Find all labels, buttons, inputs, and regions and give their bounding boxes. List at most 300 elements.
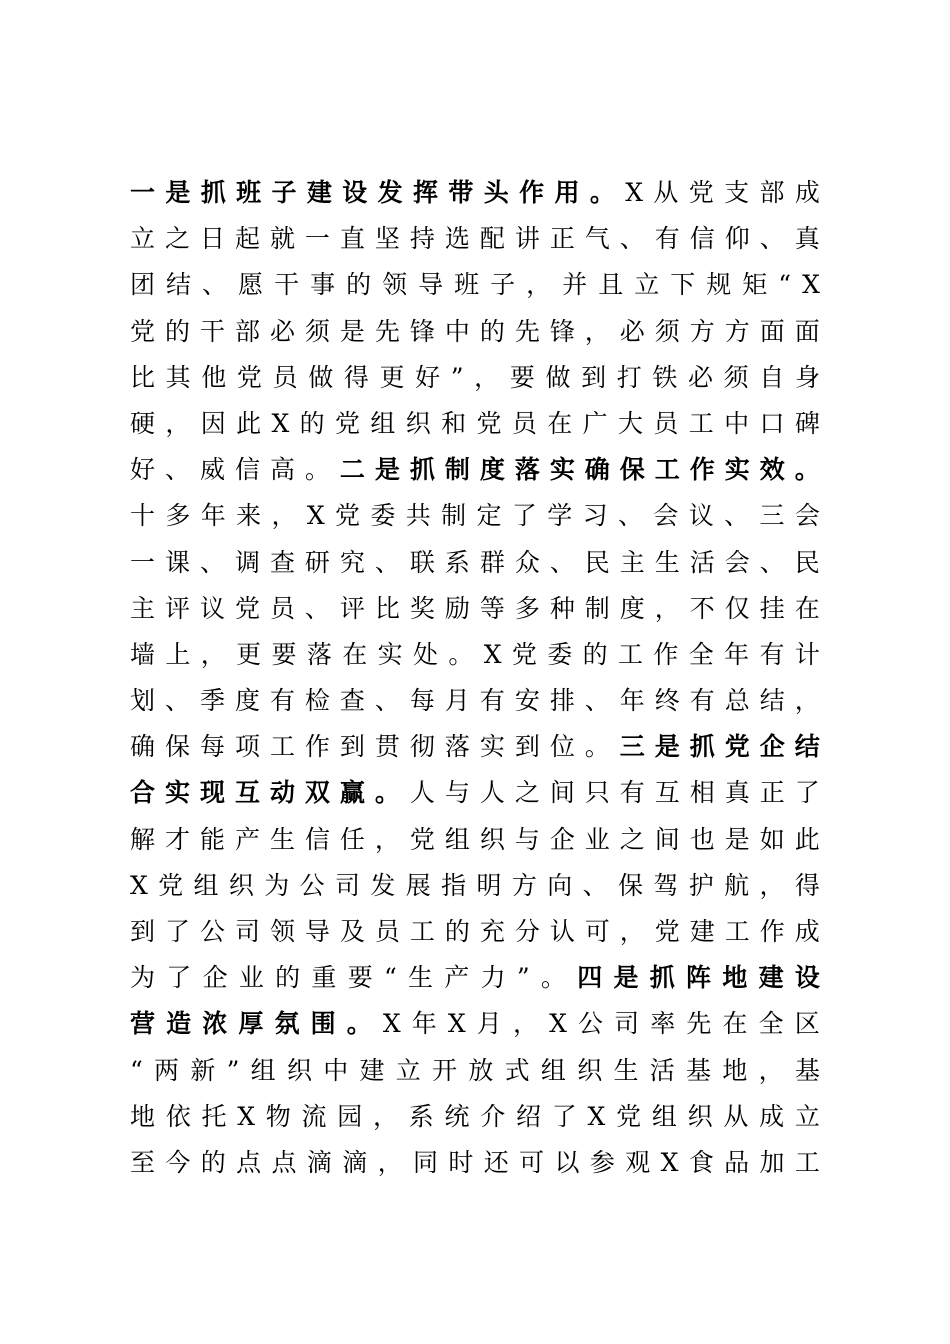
text-char: 硬 (130, 408, 156, 438)
text-char: ， (759, 870, 785, 900)
text-char: 互 (654, 778, 680, 808)
text-char: 托 (201, 1101, 227, 1131)
text-char: 式 (504, 1055, 530, 1085)
text-char: 到 (514, 732, 540, 762)
text-char: 食 (688, 1147, 714, 1177)
bold-char: 用 (554, 178, 580, 207)
text-char: 党 (335, 408, 361, 438)
bold-char: 一 (130, 178, 156, 207)
bold-char: 氛 (274, 1009, 300, 1039)
text-char: 直 (339, 224, 365, 254)
text-char: 新 (190, 1055, 216, 1085)
text-char: 组 (540, 1055, 566, 1085)
text-char: 作 (304, 732, 330, 762)
text-char: 组 (444, 824, 470, 854)
text-char: 、 (164, 455, 190, 485)
text-char: 与 (444, 778, 470, 808)
text-char: 到 (339, 732, 365, 762)
body-paragraph (130, 170, 820, 1186)
text-char: X (306, 501, 325, 531)
text-char: 每 (409, 686, 435, 716)
text-char: 力 (480, 963, 506, 993)
text-line (130, 540, 820, 586)
text-char: 滴 (342, 1147, 368, 1177)
text-char: 有 (479, 686, 505, 716)
text-char: 园 (337, 1101, 363, 1131)
text-char: 与 (514, 824, 540, 854)
text-char: 有 (689, 686, 715, 716)
text-char: 公 (299, 870, 325, 900)
text-char: 气 (584, 224, 610, 254)
text-char: 、 (759, 224, 785, 254)
bold-char: 现 (199, 778, 225, 808)
text-char: 之 (164, 224, 190, 254)
text-char: 落 (444, 732, 470, 762)
text-char: 还 (483, 1147, 509, 1177)
text-char: 织 (577, 1055, 603, 1085)
text-char: 立 (395, 1055, 421, 1085)
text-char: 、 (202, 270, 228, 300)
text-char: 高 (269, 455, 295, 485)
text-char: 的 (444, 917, 470, 946)
text-char: 两 (154, 1055, 180, 1085)
text-char: X (483, 639, 502, 669)
text-char: ， (654, 593, 680, 623)
text-char: 支 (724, 178, 750, 207)
text-char: 会 (653, 501, 679, 531)
bold-char: 确 (584, 455, 610, 485)
text-char: 广 (582, 408, 608, 438)
text-char: ， (474, 362, 500, 392)
text-char: 指 (441, 870, 467, 900)
text-char: ， (512, 1009, 538, 1039)
text-char: 党 (688, 178, 714, 207)
text-char: 要 (347, 963, 373, 993)
text-char: 的 (200, 1147, 226, 1177)
text-char: 多 (165, 501, 191, 531)
text-char: 多 (514, 593, 540, 623)
bold-char: 动 (269, 778, 295, 808)
text-char: 产 (234, 824, 260, 854)
text-char: 结 (166, 270, 192, 300)
text-char: 、 (724, 501, 750, 531)
text-char: 仰 (724, 224, 750, 254)
text-char: 先 (374, 316, 400, 346)
bold-char: 地 (722, 963, 748, 993)
bold-char: 班 (236, 178, 262, 207)
text-char: 此 (794, 824, 820, 854)
text-char: 织 (405, 408, 431, 438)
text-char: 比 (130, 362, 156, 392)
text-char: “ (130, 1055, 143, 1085)
text-char: 大 (618, 408, 644, 438)
bold-char: 落 (514, 455, 540, 485)
text-char: 会 (794, 501, 820, 531)
text-char: 建 (689, 917, 715, 946)
text-char: 地 (130, 1101, 156, 1131)
text-char: 党 (616, 1101, 642, 1131)
text-char: 作 (653, 639, 679, 669)
text-line (130, 770, 820, 816)
text-char: 处 (413, 639, 439, 669)
text-char: 中 (323, 1055, 349, 1085)
bold-char: 。 (346, 1009, 372, 1039)
bold-char: 抓 (409, 455, 435, 485)
text-line (130, 262, 820, 308)
text-char: 更 (379, 362, 405, 392)
bold-char: 。 (794, 455, 820, 485)
text-char: 的 (164, 316, 190, 346)
bold-char: 效 (759, 455, 785, 485)
text-char: 、 (374, 686, 400, 716)
text-char: 并 (562, 270, 588, 300)
text-char: 企 (549, 824, 575, 854)
text-line (130, 309, 820, 355)
text-char: X (130, 870, 148, 900)
bold-char: 互 (234, 778, 260, 808)
text-char: 方 (511, 870, 537, 900)
text-char: 比 (374, 593, 400, 623)
text-char: 必 (269, 316, 295, 346)
text-char: 在 (794, 593, 820, 623)
text-char: 事 (310, 270, 336, 300)
text-char: 检 (304, 686, 330, 716)
text-char: 认 (549, 917, 575, 946)
text-char: 点 (236, 1147, 262, 1177)
bold-char: 设 (342, 178, 368, 207)
text-char: ， (374, 824, 400, 854)
text-char: 年 (619, 686, 645, 716)
bold-char: 二 (339, 455, 365, 485)
text-char: 一 (304, 224, 330, 254)
bold-char: 作 (689, 455, 715, 485)
text-char: 、 (759, 547, 785, 577)
text-char: 明 (476, 870, 502, 900)
bold-char: 三 (619, 732, 645, 762)
text-char: “ (778, 270, 792, 300)
text-char: 民 (794, 547, 820, 577)
text-char: 领 (382, 270, 408, 300)
bold-char: 保 (619, 455, 645, 485)
text-char: 得 (343, 362, 369, 392)
text-char: 党 (335, 501, 361, 531)
text-char: 群 (479, 547, 505, 577)
text-char: 活 (689, 547, 715, 577)
text-char: 产 (444, 963, 470, 993)
text-char: 成 (794, 917, 820, 946)
text-char: 的 (582, 639, 608, 669)
text-line (130, 955, 820, 1001)
text-char: 、 (619, 224, 645, 254)
text-char: 有 (619, 778, 645, 808)
text-char: 信 (234, 455, 260, 485)
text-char: 日 (199, 224, 225, 254)
text-char: 主 (619, 547, 645, 577)
text-char: ， (584, 316, 610, 346)
text-char: 系 (444, 547, 470, 577)
text-char: 坚 (374, 224, 400, 254)
text-char: ， (794, 686, 820, 716)
text-char: 三 (759, 501, 785, 531)
text-char: 保 (164, 732, 190, 762)
text-char: 铁 (652, 362, 678, 392)
text-char: 实 (377, 639, 403, 669)
text-char: 立 (634, 270, 660, 300)
text-char: 观 (625, 1147, 651, 1177)
bold-char: 阵 (686, 963, 712, 993)
text-char: ， (526, 270, 552, 300)
text-char: 须 (654, 316, 680, 346)
text-char: 才 (164, 824, 190, 854)
text-char: ， (200, 639, 226, 669)
text-char: 有 (759, 639, 785, 669)
text-char: 了 (511, 501, 537, 531)
text-char: X (660, 1147, 679, 1177)
text-char: 碑 (794, 408, 820, 438)
bold-char: 赢 (339, 778, 365, 808)
text-char: 的 (346, 270, 372, 300)
text-char: 了 (164, 917, 190, 946)
text-char: 彻 (409, 732, 435, 762)
text-line (130, 447, 820, 493)
text-char: 习 (582, 501, 608, 531)
text-char: 民 (584, 547, 610, 577)
text-char: 公 (199, 917, 225, 946)
text-char: 生 (654, 547, 680, 577)
bold-char: 围 (310, 1009, 336, 1039)
text-char: 规 (706, 270, 732, 300)
text-char: 方 (689, 316, 715, 346)
text-char: 了 (166, 963, 192, 993)
text-char: 学 (547, 501, 573, 531)
text-char: 只 (584, 778, 610, 808)
text-char: 为 (130, 963, 156, 993)
text-char: 中 (444, 316, 470, 346)
text-char: 党 (654, 917, 680, 946)
text-char: 发 (370, 870, 396, 900)
text-char: 织 (228, 870, 254, 900)
text-char: 的 (479, 316, 505, 346)
text-char: 向 (547, 870, 573, 900)
bold-char: 是 (374, 455, 400, 485)
text-line (130, 1001, 820, 1047)
text-char: 制 (584, 593, 610, 623)
text-char: 滴 (306, 1147, 332, 1177)
text-char: 组 (250, 1055, 276, 1085)
text-char: 项 (234, 732, 260, 762)
text-char: 季 (199, 686, 225, 716)
text-char: 作 (759, 917, 785, 946)
text-char: ， (373, 1101, 399, 1131)
bold-char: 头 (483, 178, 509, 207)
text-char: 织 (479, 824, 505, 854)
text-char: 区 (794, 1009, 820, 1039)
text-char: 时 (448, 1147, 474, 1177)
text-char: 划 (130, 686, 156, 716)
bold-char: 党 (724, 732, 750, 762)
text-char: 联 (409, 547, 435, 577)
text-char: 会 (724, 547, 750, 577)
text-char: 挂 (759, 593, 785, 623)
text-char: 。 (540, 963, 566, 993)
bold-char: 作 (519, 178, 545, 207)
text-char: 工 (794, 1147, 820, 1177)
text-char: 驾 (653, 870, 679, 900)
text-char: 、 (618, 501, 644, 531)
text-char: 从 (653, 178, 679, 207)
text-char: 计 (794, 639, 820, 669)
text-char: 间 (549, 778, 575, 808)
text-char: 好 (130, 455, 156, 485)
text-char: 全 (758, 1009, 784, 1039)
text-char: 下 (670, 270, 696, 300)
text-char: ” (516, 963, 530, 993)
text-char: 组 (193, 870, 219, 900)
bold-char: 发 (377, 178, 403, 207)
text-char: 党 (234, 593, 260, 623)
text-char: 身 (794, 362, 820, 392)
text-char: 来 (236, 501, 262, 531)
text-char: 主 (130, 593, 156, 623)
text-char: 党 (476, 408, 502, 438)
text-char: 口 (759, 408, 785, 438)
text-char: 配 (479, 224, 505, 254)
text-char: 和 (441, 408, 467, 438)
text-char: 十 (130, 501, 156, 531)
text-char: 充 (479, 917, 505, 946)
text-char: 立 (794, 1101, 820, 1131)
text-char: X (587, 1101, 606, 1131)
text-char: 之 (514, 778, 540, 808)
text-line (130, 401, 820, 447)
text-char: 展 (405, 870, 431, 900)
text-char: 、 (304, 593, 330, 623)
text-char: 信 (304, 824, 330, 854)
text-char: 生 (408, 963, 434, 993)
text-char: 干 (274, 270, 300, 300)
bold-char: 抓 (689, 732, 715, 762)
text-char: 墙 (130, 639, 156, 669)
text-char: 组 (651, 1101, 677, 1131)
text-char: 地 (722, 1055, 748, 1085)
text-char: 、 (374, 547, 400, 577)
text-char: 面 (759, 316, 785, 346)
text-char: 选 (444, 224, 470, 254)
text-char: 品 (724, 1147, 750, 1177)
text-char: X (447, 1009, 466, 1039)
text-line (130, 1140, 820, 1186)
text-char: 领 (269, 917, 295, 946)
bold-char: 实 (164, 778, 190, 808)
text-char: 中 (724, 408, 750, 438)
bold-char: 是 (165, 178, 191, 207)
text-char: 基 (794, 1055, 820, 1085)
text-char: 课 (164, 547, 190, 577)
text-line (130, 632, 820, 678)
text-char: “ (383, 963, 397, 993)
text-line (130, 724, 820, 770)
text-line (130, 355, 820, 401)
text-char: 有 (654, 224, 680, 254)
bold-char: 抓 (200, 178, 226, 207)
text-char: 生 (269, 824, 295, 854)
text-char: 仅 (724, 593, 750, 623)
text-char: 组 (370, 408, 396, 438)
text-char: 能 (199, 824, 225, 854)
bold-char: 厚 (238, 1009, 264, 1039)
text-char: 成 (794, 178, 820, 207)
text-char: 先 (514, 316, 540, 346)
text-char: 他 (201, 362, 227, 392)
text-char: 不 (689, 593, 715, 623)
text-char: 度 (234, 686, 260, 716)
text-char: 结 (759, 686, 785, 716)
text-char: 班 (454, 270, 480, 300)
text-char: 工 (269, 732, 295, 762)
text-char: 人 (409, 778, 435, 808)
text-char: 员 (653, 408, 679, 438)
bold-char: 实 (549, 455, 575, 485)
text-char: 航 (724, 870, 750, 900)
text-line (130, 817, 820, 863)
text-char: 得 (794, 870, 820, 900)
text-char: 年 (200, 501, 226, 531)
text-char: 众 (514, 547, 540, 577)
text-char: 其 (165, 362, 191, 392)
bold-char: 结 (794, 732, 820, 762)
text-char: 以 (554, 1147, 580, 1177)
text-char: 司 (614, 1009, 640, 1039)
text-char: 正 (549, 224, 575, 254)
text-char: 真 (794, 224, 820, 254)
bold-char: 抓 (649, 963, 675, 993)
bold-char: 度 (479, 455, 505, 485)
text-char: 、 (549, 547, 575, 577)
text-char: 开 (432, 1055, 458, 1085)
text-char: 励 (444, 593, 470, 623)
text-char: 。 (584, 732, 610, 762)
text-char: 查 (339, 686, 365, 716)
text-char: 点 (271, 1147, 297, 1177)
text-char: 及 (339, 917, 365, 946)
text-char: 护 (688, 870, 714, 900)
text-char: 建 (359, 1055, 385, 1085)
text-char: 员 (511, 408, 537, 438)
text-char: 确 (130, 732, 156, 762)
text-char: 统 (444, 1101, 470, 1131)
text-char: 做 (545, 362, 571, 392)
text-char: 人 (479, 778, 505, 808)
text-char: 依 (165, 1101, 191, 1131)
text-char: 面 (794, 316, 820, 346)
bold-char: 双 (304, 778, 330, 808)
text-char: 锋 (549, 316, 575, 346)
text-char: 间 (654, 824, 680, 854)
text-char: 调 (234, 547, 260, 577)
text-char: 到 (130, 917, 156, 946)
text-char: 工 (409, 917, 435, 946)
text-char: 总 (724, 686, 750, 716)
text-char: 党 (130, 316, 156, 346)
text-char: 此 (236, 408, 262, 438)
text-char: 委 (370, 501, 396, 531)
text-char: 每 (199, 732, 225, 762)
text-char: 加 (759, 1147, 785, 1177)
text-line (130, 216, 820, 262)
text-char: ， (165, 408, 191, 438)
text-char: 活 (649, 1055, 675, 1085)
text-char: 导 (304, 917, 330, 946)
